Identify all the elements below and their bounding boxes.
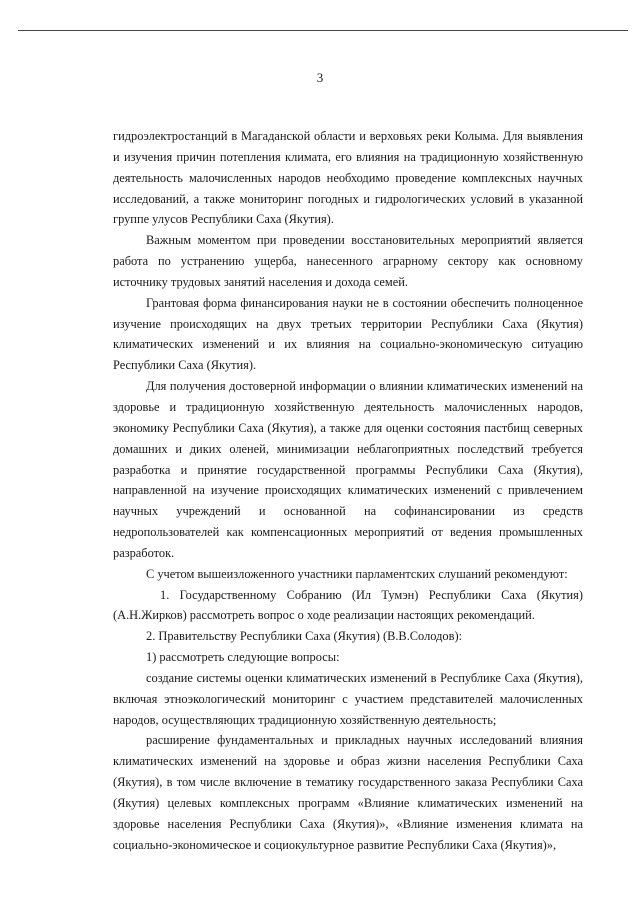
subitem-climate-assessment: создание системы оценки климатических изменений в Республике Саха (Якутия), включая этноэкологический мониторинг с участием представителей малочисленных народов, осуществляющих традиционную хозяйственную деятельность; [113,670,583,727]
paragraph-grant-funding: Грантовая форма финансирования науки не в состоянии обеспечить полноценное изучение происходящих на двух третьих территории Республики Саха (Якутия) климатических изменений и их влияния на социально-экономическую ситуацию Республики Саха (Якутия). [113,295,583,373]
recommendation-item-2: 2. Правительству Республики Саха (Якутия) (В.В.Солодов): [146,629,463,644]
paragraph-state-program: Для получения достоверной информации о влиянии климатических изменений на здоровье и традиционную хозяйственную деятельность малочисленных народов, экономику Республики Саха (Якутия), а также для оценки состояния пастбищ северных домашних и диких оленей, минимизации неблагоприятных последствий требуется разработка и принятие государственной программы Республики Саха (Якутия), направленной на изучение происходящих климатических изменений с привлечением научных учреждений и основанной на софинансировании из средств недропользователей как компенсационных мероприятий от ведения промышленных разработок. [113,379,583,560]
recommendation-subitem-1: 1) рассмотреть следующие вопросы: [146,650,340,665]
subitem-research-expansion: расширение фундаментальных и прикладных научных исследований влияния климатических изменений на здоровье и образ жизни населения Республики Саха (Якутия), в том числе включение в тематику государственного заказа Республики Саха (Якутия) целевых комплексных программ «Влияние климатических изменений на здоровье населения Республики Саха (Якутия)», «Влияние изменения климата на социально-экономическое и социокультурное развитие Республики Саха (Якутия)», [113,733,583,852]
document-body [113,126,583,856]
paragraph-recommendations-intro: С учетом вышеизложенного участники парламентских слушаний рекомендуют: [146,566,568,581]
paragraph-continuation: гидроэлектростанций в Магаданской области и верховьях реки Колыма. Для выявления и изучения причин потепления климата, его влияния на традиционную хозяйственную деятельность малочисленных народов необходимо проведение комплексных научных исследований, а также мониторинг погодных и гидрологических условий в указанной группе улусов Республики Саха (Якутия). [113,129,583,227]
recommendation-item-1: 1. Государственному Собранию (Ил Тумэн) Республики Саха (Якутия) (А.Н.Жирков) рассмотреть вопрос о ходе реализации настоящих рекомендаций. [113,587,583,623]
header-rule [18,30,628,31]
page-number: 3 [316,70,324,85]
paragraph-restoration: Важным моментом при проведении восстановительных мероприятий является работа по устранению ущерба, нанесенного аграрному сектору как основному источнику трудовых занятий населения и дохода семей. [113,233,583,289]
